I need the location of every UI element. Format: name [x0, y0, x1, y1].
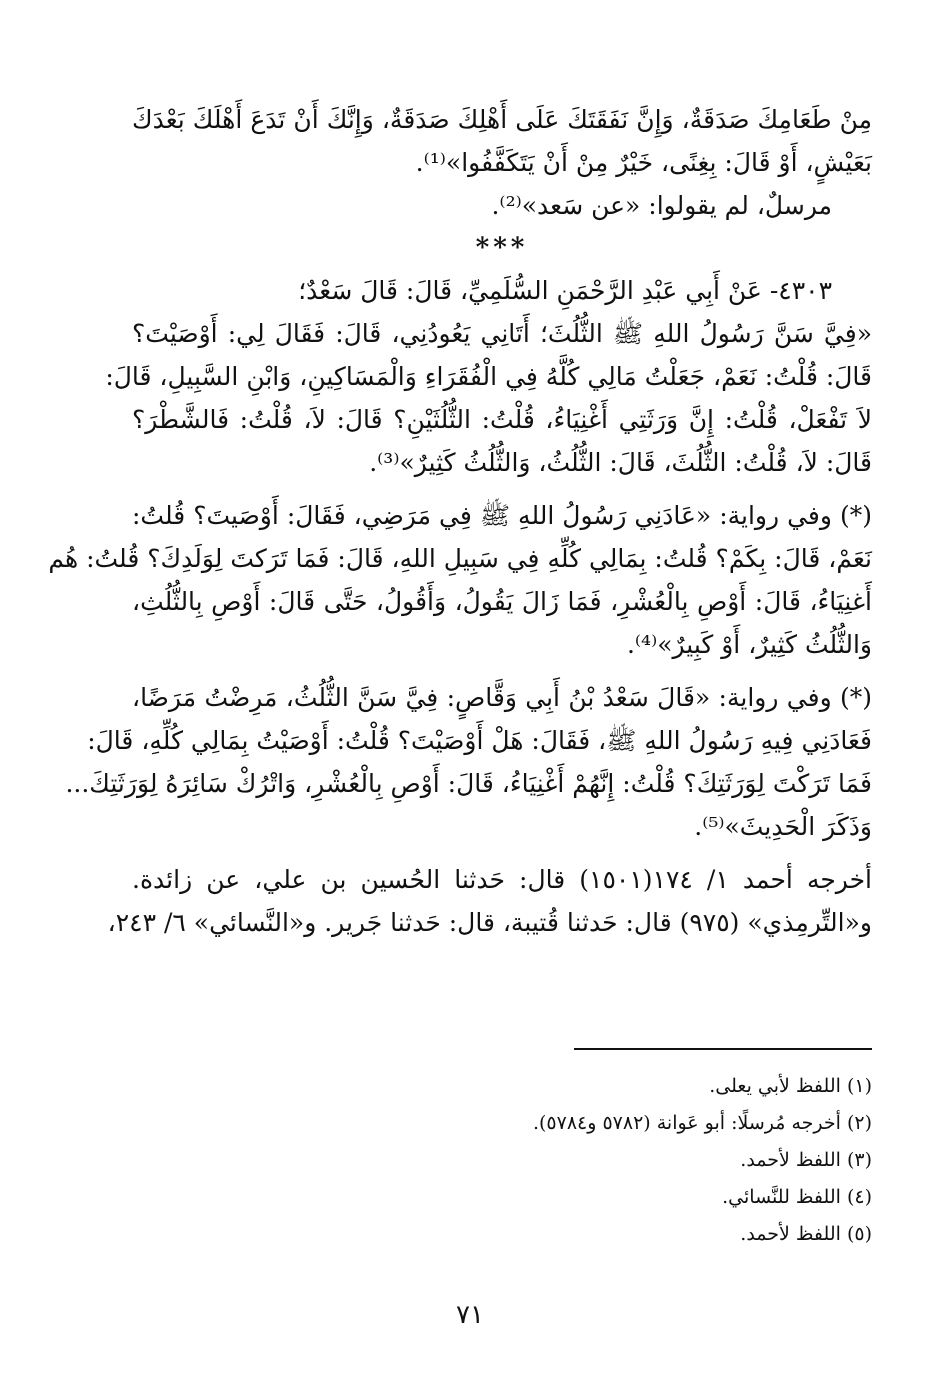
text-line: (*) وفي رواية: «قَالَ سَعْدُ بْنُ أَبِي وَقَّاصٍ: فِيَّ سَنَّ الثُّلُثُ، مَرِضْتُ مَرَضًا،	[132, 683, 872, 712]
text-line: نَعَمْ، قَالَ: بِكَمْ؟ قُلتُ: بِمَالِي كُلِّهِ فِي سَبِيلِ اللهِ، قَالَ: فَمَا تَرَكتَ لِوَلَدِكَ؟ قُلتُ: هُم	[48, 544, 872, 573]
footnote-item: (٢) أخرجه مُرسلًا: أبو عَوانة (٥٧٨٢ و٥٧٨٤).	[532, 1112, 872, 1134]
text-line: مِنْ طَعَامِكَ صَدَقَةٌ، وَإِنَّ نَفَقَتَكَ عَلَى أَهْلِكَ صَدَقَةٌ، وَإِنَّكَ أَنْ تَدَعَ أَهْلَكَ بَعْدَكَ	[132, 105, 872, 134]
text-line: فَمَا تَرَكْتَ لِوَرَثَتِكَ؟ قُلْتُ: إِنَّهُمْ أَغْنِيَاءُ، قَالَ: أَوْصِ بِالْعُشْرِ، وَاتْرُكْ سَائِرَهُ لِوَرَثَتِكَ...	[65, 769, 872, 798]
paragraph-gap	[132, 666, 872, 676]
main-text-block	[48, 98, 872, 944]
footnote-item: (٥) اللفظ لأحمد.	[740, 1223, 872, 1245]
text-line: لاَ تَفْعَلْ، قُلْتُ: إِنَّ وَرَثَتِي أَغْنِيَاءُ، قُلْتُ: الثُّلُثَيْنِ؟ قَالَ: لاَ، قُلْتُ: فَالشَّطْرَ؟	[132, 405, 872, 434]
footnote-item: (١) اللفظ لأبي يعلى.	[709, 1075, 872, 1097]
text-line: أَغنِيَاءُ، قَالَ: أَوْصِ بِالْعُشْرِ، فَمَا زَالَ يَقُولُ، وَأَقُولُ، حَتَّى قَالَ: أَوْصِ بِالثُّلُثِ،	[132, 587, 872, 616]
section-separator: ***	[475, 233, 529, 263]
mursal-note: مرسلٌ، لم يقولوا: «عن سَعد»⁽²⁾.	[491, 191, 832, 220]
footnote-item: (٣) اللفظ لأحمد.	[740, 1149, 872, 1171]
text-line: (*) وفي رواية: «عَادَنِي رَسُولُ اللهِ ﷺ فِي مَرَضِي، فَقَالَ: أَوْصَيتَ؟ قُلتُ:	[132, 501, 872, 530]
text-line: فَعَادَنِي فِيهِ رَسُولُ اللهِ ﷺ، فَقَالَ: هَلْ أَوْصَيْتَ؟ قُلْتُ: أَوْصَيْتُ بِمَالِي كُلِّهِ، قَالَ:	[87, 726, 872, 755]
hadith-heading: ٤٣٠٣- عَنْ أَبِي عَبْدِ الرَّحْمَنِ السُّلَمِيِّ، قَالَ: قَالَ سَعْدٌ؛	[298, 276, 832, 305]
takhrij-line: أخرجه أحمد ١/ ١٧٤(١٥٠١) قال: حَدثنا الحُسين بن علي، عن زائدة.	[132, 865, 872, 894]
text-line: بَعَيْشٍ، أَوْ قَالَ: بِغِنًى، خَيْرٌ مِنْ أَنْ يَتَكَفَّفُوا»⁽¹⁾.	[415, 148, 872, 177]
takhrij-line: و«التِّرمِذي» (٩٧٥) قال: حَدثنا قُتيبة، قال: حَدثنا جَرير. و«النَّسائي» ٦/ ٢٤٣،	[107, 908, 872, 937]
text-line: وَالثُّلُثُ كَثِيرٌ، أَوْ كَبِيرٌ»⁽⁴⁾.	[626, 630, 872, 659]
text-line: وَذَكَرَ الْحَدِيثَ»⁽⁵⁾.	[694, 812, 872, 841]
footnotes-section	[300, 1068, 872, 1253]
paragraph-gap	[132, 484, 872, 494]
paragraph-gap	[132, 848, 872, 858]
footnote-item: (٤) اللفظ للنَّسائي.	[722, 1186, 872, 1208]
text-line: قَالَ: قُلْتُ: نَعَمْ، جَعَلْتُ مَالِي كُلَّهُ فِي الْفُقَرَاءِ وَالْمَسَاكِينِ، وَابْنِ السَّبِيلِ، قَالَ:	[105, 362, 872, 391]
text-line: «فِيَّ سَنَّ رَسُولُ اللهِ ﷺ الثُّلُثَ؛ أَتَانِي يَعُودُنِي، قَالَ: فَقَالَ لِي: أَوْصَيْتَ؟	[132, 319, 872, 348]
footnote-divider	[574, 1048, 872, 1050]
page-number: ٧١	[456, 1300, 484, 1330]
text-line: قَالَ: لاَ، قُلْتُ: الثُّلُثَ، قَالَ: الثُّلُثُ، وَالثُّلُثُ كَثِيرٌ»⁽³⁾.	[369, 448, 872, 477]
